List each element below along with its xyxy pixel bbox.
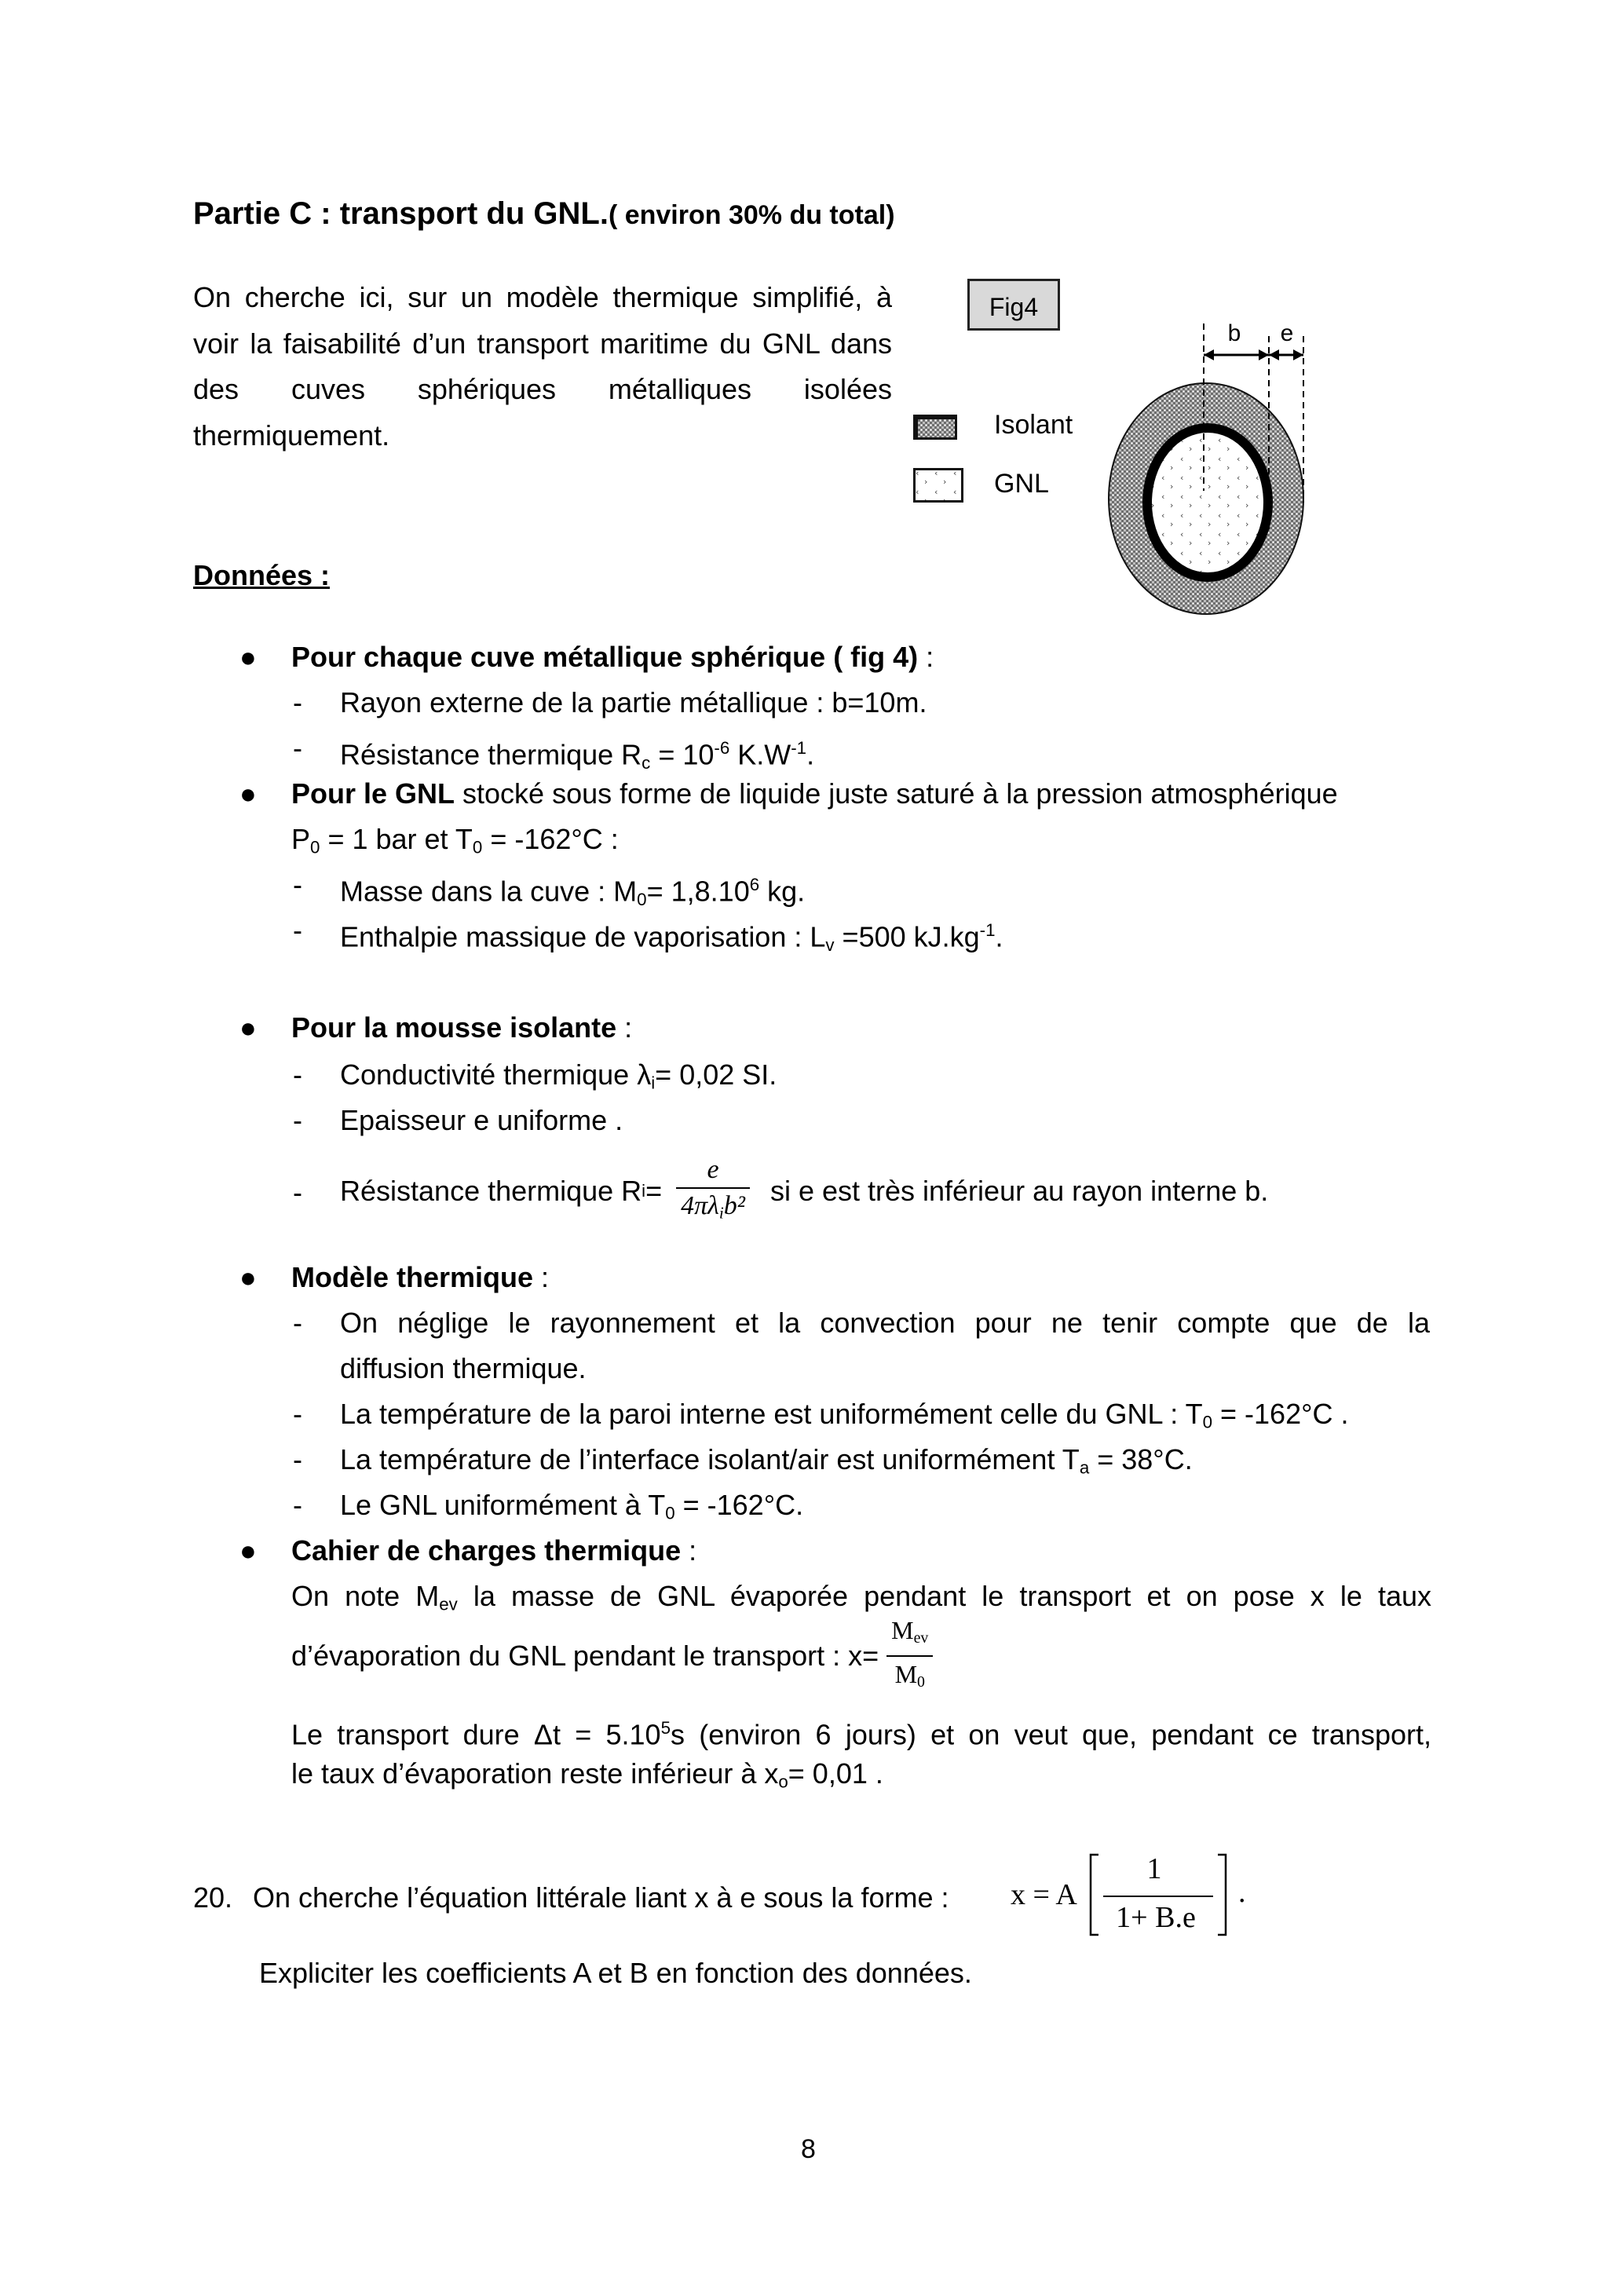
text: Résistance thermique R: [340, 1175, 642, 1208]
subscript: 0: [665, 1503, 675, 1523]
dash-icon: -: [293, 1176, 302, 1208]
gnl-line-1: [291, 771, 1338, 817]
text: On note M: [291, 1580, 440, 1612]
text: M: [891, 1616, 914, 1644]
mousse-item-resistance: [340, 1153, 1268, 1230]
cahier-paragraph-4: [291, 1751, 883, 1805]
dash-icon: -: [293, 732, 302, 764]
figure-label: Fig4: [967, 279, 1060, 331]
text: =500 kJ.kg: [834, 920, 980, 953]
dash-icon: -: [293, 914, 302, 946]
text: Le transport dure Δt = 5.10: [291, 1718, 661, 1751]
mousse-heading-colon: :: [616, 1011, 633, 1044]
equation-numerator: 1: [1146, 1852, 1162, 1885]
superscript: -1: [979, 920, 996, 940]
donnees-heading: Données :: [193, 559, 331, 591]
equation-denominator: 1+ B.e: [1116, 1901, 1196, 1934]
fraction-numerator: [886, 1613, 933, 1657]
gnl-pattern-icon: [913, 468, 963, 503]
text: = -162°C.: [674, 1489, 804, 1521]
equation-lhs: x = A: [1011, 1878, 1077, 1911]
legend-label-gnl: GNL: [994, 469, 1049, 499]
subscript: ev: [913, 1629, 929, 1647]
cahier-paragraph-2: [291, 1613, 933, 1699]
subscript: 0: [310, 837, 320, 857]
mousse-item-epaisseur: Epaisseur e uniforme .: [340, 1104, 623, 1136]
resistance-fraction: [676, 1153, 750, 1230]
text: si e est très inférieur au rayon interne b.: [769, 1175, 1269, 1208]
subscript: 0: [472, 837, 483, 857]
label-e: e: [1280, 322, 1294, 346]
question-number: 20.: [193, 1881, 233, 1914]
text: la masse de GNL évaporée pendant le transport et on pose x le taux: [457, 1580, 1431, 1612]
cahier-heading-text: Cahier de charges thermique: [291, 1534, 682, 1567]
dash-icon: -: [293, 1443, 302, 1475]
text: Enthalpie massique de vaporisation : L: [340, 920, 826, 953]
evaporation-fraction: [886, 1613, 933, 1699]
right-bracket: [1218, 1855, 1226, 1935]
text: Le GNL uniformément à T: [340, 1489, 666, 1521]
text: s (environ 6 jours) et on veut que, pendant ce transport,: [670, 1718, 1431, 1751]
text: = -162°C :: [482, 823, 619, 855]
cuve-heading-text: Pour chaque cuve métallique sphérique ( fig 4): [291, 641, 919, 673]
section-title-main: Partie C : transport du GNL.: [193, 196, 609, 231]
page-number: 8: [801, 2134, 816, 2164]
cuve-item-rayon: Rayon externe de la partie métallique : b=10m.: [340, 686, 927, 718]
e-arrowhead-left: [1269, 349, 1279, 360]
dash-icon: -: [293, 686, 302, 718]
text: Résistance thermique R: [340, 738, 642, 771]
bullet-icon: ●: [239, 777, 257, 810]
question-instruction: Expliciter les coefficients A et B en fonction des données.: [259, 1957, 972, 1989]
text: = 1 bar et T: [320, 823, 473, 855]
text: 4πλ: [681, 1191, 719, 1220]
subscript: ev: [439, 1594, 458, 1614]
text: = 0,01 .: [788, 1757, 883, 1790]
label-b: b: [1227, 322, 1241, 346]
legend-label-isolant: Isolant: [994, 410, 1073, 440]
legend-item-gnl: [913, 468, 963, 503]
text: kg.: [759, 875, 806, 908]
text: = 0,02 SI.: [655, 1058, 777, 1091]
modele-item-neglige-cont: diffusion thermique.: [340, 1352, 587, 1384]
text: La température de la paroi interne est uniformément celle du GNL : T: [340, 1398, 1203, 1430]
mousse-heading: [291, 1005, 632, 1051]
text: Conductivité thermique λ: [340, 1058, 652, 1091]
gnl-heading: Pour le GNL: [291, 777, 455, 810]
superscript: 6: [749, 875, 760, 894]
subscript: v: [825, 934, 835, 955]
subscript: c: [642, 752, 651, 773]
equation-end: .: [1238, 1876, 1246, 1909]
text: .: [806, 738, 815, 771]
section-title-note: ( environ 30% du total): [608, 200, 895, 230]
subscript: i: [642, 1181, 646, 1201]
dash-icon: -: [293, 1058, 302, 1091]
fraction-numerator: e: [676, 1153, 750, 1189]
dash-icon: -: [293, 1398, 302, 1430]
mousse-heading-text: Pour la mousse isolante: [291, 1011, 617, 1044]
isolant-pattern-icon: [913, 415, 957, 440]
text: Masse dans la cuve : M: [340, 875, 638, 908]
tank-diagram: [1084, 322, 1382, 644]
text: La température de l’interface isolant/air est uniformément T: [340, 1443, 1080, 1475]
subscript: 0: [637, 889, 647, 909]
text: K.W: [729, 738, 791, 771]
cahier-heading: [291, 1528, 696, 1574]
section-title: [193, 196, 895, 232]
subscript: o: [778, 1771, 788, 1792]
text: = 1,8.10: [646, 875, 750, 908]
text: .: [995, 920, 1003, 953]
subscript: 0: [917, 1673, 925, 1691]
legend-item-isolant: [913, 415, 957, 440]
bullet-icon: ●: [239, 1534, 257, 1567]
question-text: On cherche l’équation littérale liant x à e sous la forme :: [253, 1881, 949, 1914]
subscript: a: [1079, 1457, 1090, 1478]
gnl-text: stocké sous forme de liquide juste saturé à la pression atmosphérique: [455, 777, 1338, 810]
modele-heading: [291, 1255, 549, 1300]
superscript: -6: [714, 738, 730, 758]
equation-fraction-lines: [1095, 1852, 1229, 1940]
bullet-icon: ●: [239, 1261, 257, 1293]
text: M: [894, 1659, 918, 1688]
bullet-icon: ●: [239, 1011, 257, 1044]
text: = 10: [650, 738, 715, 771]
fraction-denominator: [886, 1657, 933, 1699]
cahier-heading-colon: :: [681, 1534, 697, 1567]
dash-icon: -: [293, 1307, 302, 1339]
metal-shell: [1147, 428, 1268, 577]
text: =: [645, 1175, 663, 1208]
bullet-icon: ●: [239, 641, 257, 673]
intro-paragraph: On cherche ici, sur un modèle thermique simplifié, à voir la faisabilité d’un transport maritime du GNL dans des cuves sphériques métalliques isolées thermiquement.: [193, 281, 892, 452]
e-arrowhead-right: [1293, 349, 1303, 360]
superscript: 5: [660, 1718, 671, 1738]
modele-item-neglige: On néglige le rayonnement et la convection pour ne tenir compte que de la: [340, 1307, 1430, 1339]
dash-icon: -: [293, 1104, 302, 1136]
modele-heading-text: Modèle thermique: [291, 1261, 534, 1293]
subscript: i: [651, 1073, 656, 1093]
fraction-denominator: [676, 1189, 750, 1230]
text: le taux d’évaporation reste inférieur à x: [291, 1757, 779, 1790]
text: P: [291, 823, 311, 855]
subscript: i: [718, 1203, 724, 1223]
text: = 38°C.: [1089, 1443, 1193, 1475]
b-arrowhead-right: [1259, 349, 1269, 360]
dash-icon: -: [293, 868, 302, 901]
dash-icon: -: [293, 1489, 302, 1521]
subscript: 0: [1202, 1412, 1213, 1432]
b-arrowhead-left: [1204, 349, 1214, 360]
modele-heading-colon: :: [533, 1261, 550, 1293]
superscript: -1: [791, 738, 807, 758]
cuve-heading: [291, 634, 934, 680]
text: d’évaporation du GNL pendant le transport : x=: [291, 1639, 879, 1672]
cuve-heading-colon: :: [918, 641, 934, 673]
text: = -162°C .: [1212, 1398, 1349, 1430]
gnl-item-enthalpie: [340, 908, 1003, 968]
text: b²: [723, 1191, 745, 1220]
cahier-paragraph-3: [291, 1706, 1431, 1757]
